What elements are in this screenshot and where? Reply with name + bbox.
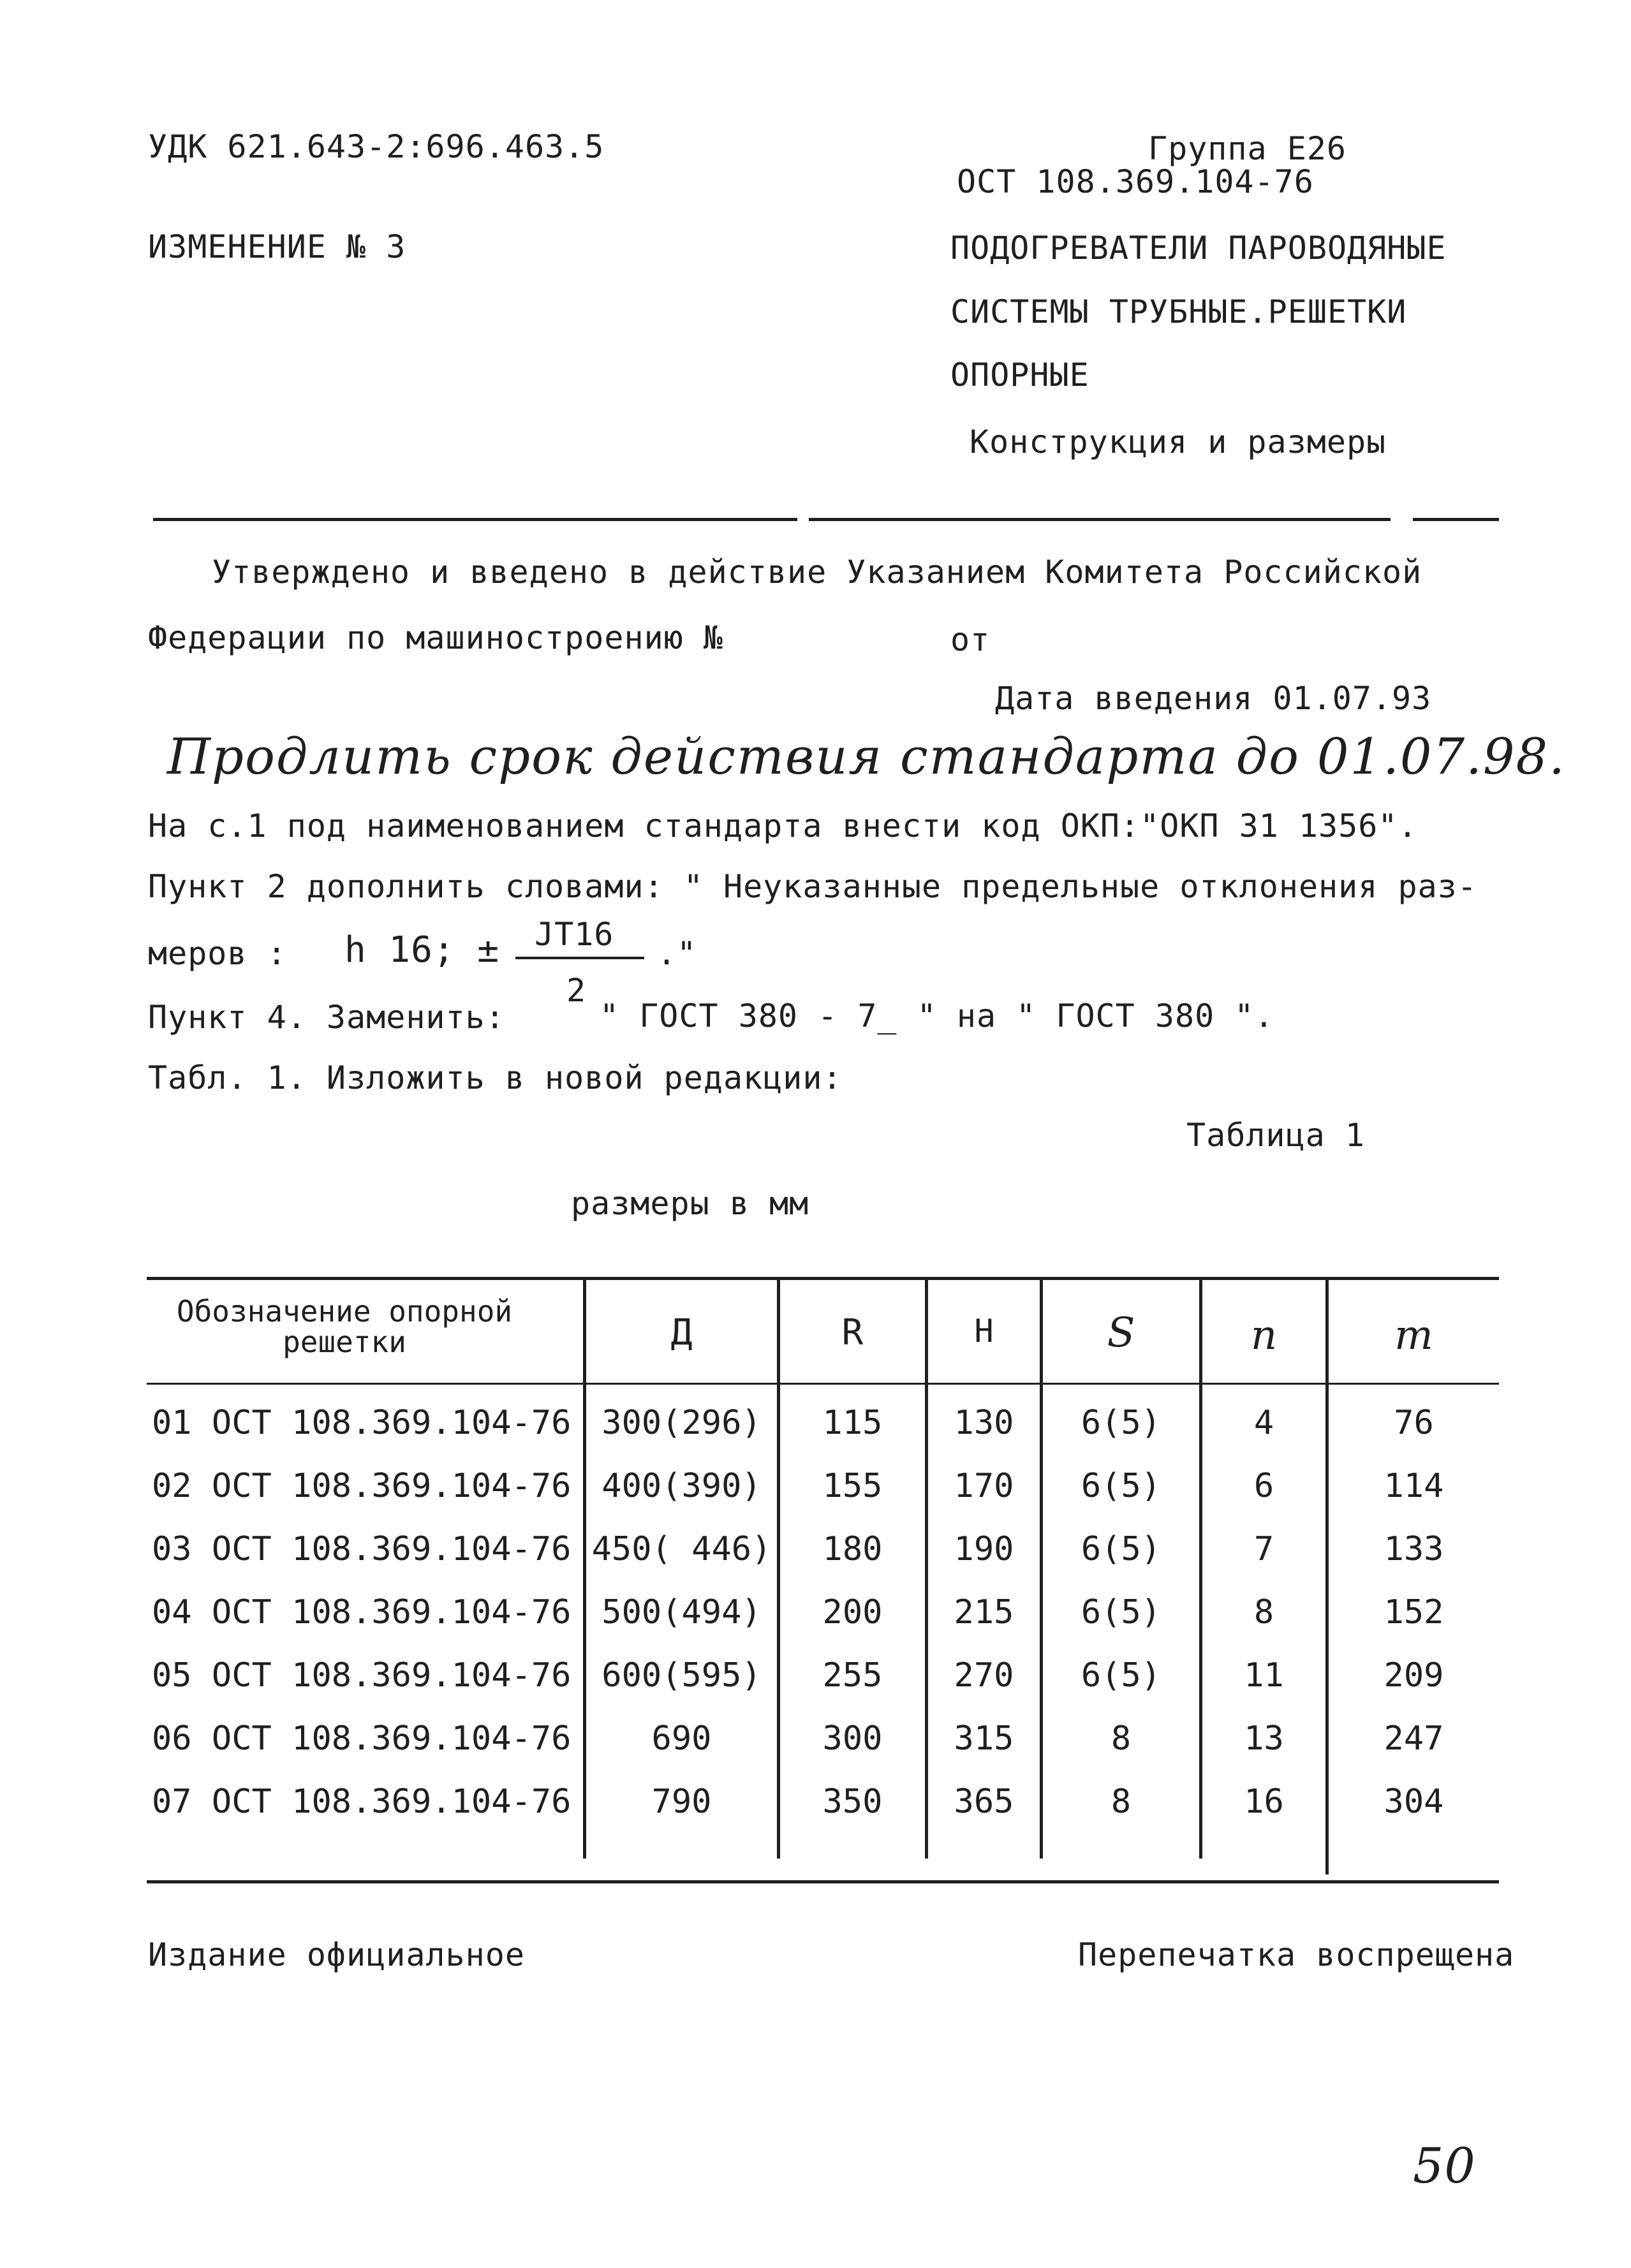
column-header-d: Д [670, 1312, 693, 1353]
subtitle: Конструкция и размеры [970, 423, 1387, 460]
units-note: размеры в мм [571, 1185, 809, 1222]
tolerance-h: h 16; ± [344, 929, 500, 971]
n-cell: 16 [1244, 1783, 1284, 1821]
title-line-2: СИСТЕМЫ ТРУБНЫЕ.РЕШЕТКИ [950, 293, 1407, 330]
d-cell: 400(390) [601, 1467, 762, 1505]
header-rule-1 [153, 518, 797, 521]
fraction-bar [515, 957, 644, 959]
paragraph-2-line-2: меров : [148, 935, 287, 972]
table-top-rule [147, 1277, 1499, 1280]
column-header-s: S [1107, 1309, 1135, 1357]
table-bottom-rule [147, 1880, 1499, 1883]
paragraph-3: Пункт 4. Заменить: [148, 999, 505, 1036]
s-cell: 6(5) [1081, 1656, 1162, 1695]
s-cell: 6(5) [1081, 1404, 1162, 1442]
standard-number: ОСТ 108.369.104-76 [957, 163, 1314, 200]
designation-cell: 02 ОСТ 108.369.104-76 [152, 1467, 572, 1505]
r-cell: 255 [822, 1656, 883, 1695]
s-cell: 6(5) [1081, 1530, 1162, 1568]
d-cell: 450( 446) [591, 1530, 772, 1568]
h-cell: 270 [954, 1656, 1014, 1695]
h-cell: 130 [954, 1404, 1014, 1442]
column-header-m: m [1394, 1312, 1433, 1359]
m-cell: 76 [1394, 1404, 1434, 1442]
r-cell: 300 [822, 1719, 883, 1758]
column-header-h: Н [974, 1313, 994, 1350]
r-cell: 155 [822, 1467, 883, 1505]
tolerance-fraction-denominator: 2 [566, 972, 587, 1009]
designation-cell: 05 ОСТ 108.369.104-76 [152, 1656, 572, 1695]
h-cell: 315 [954, 1719, 1014, 1758]
m-cell: 133 [1384, 1530, 1444, 1568]
change-number: ИЗМЕНЕНИЕ № 3 [148, 228, 406, 265]
r-cell: 350 [822, 1783, 883, 1821]
table-header-rule [147, 1383, 1499, 1385]
reprint-note: Перепечатка воспрещена [1078, 1936, 1515, 1973]
s-cell: 8 [1111, 1783, 1132, 1821]
d-cell: 300(296) [601, 1404, 762, 1442]
n-cell: 13 [1244, 1719, 1284, 1758]
paragraph-3-rest: " ГОСТ 380 - 7_ " на " ГОСТ 380 ". [600, 998, 1274, 1035]
header-rule-3 [1413, 518, 1499, 521]
table-label: Таблица 1 [1186, 1117, 1365, 1154]
r-cell: 180 [822, 1530, 883, 1568]
d-cell: 600(595) [601, 1656, 762, 1695]
handwritten-note: Продлить срок действия стандарта до 01.07.98. [167, 728, 1566, 786]
r-cell: 115 [822, 1404, 883, 1442]
table-col-divider [583, 1278, 586, 1859]
h-cell: 190 [954, 1530, 1014, 1568]
n-cell: 4 [1253, 1404, 1274, 1442]
h-cell: 365 [954, 1783, 1014, 1821]
n-cell: 8 [1253, 1593, 1274, 1631]
designation-cell: 03 ОСТ 108.369.104-76 [152, 1530, 572, 1568]
approved-line-2: Федерации по машиностроению № [148, 619, 723, 656]
designation-cell: 04 ОСТ 108.369.104-76 [152, 1593, 572, 1631]
d-cell: 790 [651, 1783, 712, 1821]
title-line-3: ОПОРНЫЕ [950, 357, 1089, 394]
m-cell: 152 [1384, 1593, 1444, 1631]
table-col-divider [777, 1278, 780, 1859]
approved-line-1: Утверждено и введено в действие Указанием Комитета Российской [212, 554, 1422, 591]
paragraph-2-line-1: Пункт 2 дополнить словами: " Неуказанные предельные отклонения раз- [148, 868, 1477, 905]
designation-cell: 06 ОСТ 108.369.104-76 [152, 1719, 572, 1758]
paragraph-1: На с.1 под наименованием стандарта внести код ОКП:"ОКП 31 1356". [148, 807, 1418, 844]
title-line-1: ПОДОГРЕВАТЕЛИ ПАРОВОДЯНЫЕ [950, 230, 1447, 267]
column-header-r: R [841, 1312, 864, 1353]
n-cell: 11 [1244, 1656, 1284, 1695]
paragraph-2-end: ." [657, 935, 697, 972]
h-cell: 215 [954, 1593, 1014, 1631]
d-cell: 500(494) [601, 1593, 762, 1631]
page-number: 50 [1413, 2137, 1476, 2194]
m-cell: 209 [1384, 1656, 1444, 1695]
h-cell: 170 [954, 1467, 1014, 1505]
m-cell: 114 [1384, 1467, 1444, 1505]
n-cell: 7 [1253, 1530, 1274, 1568]
table-col-divider [1040, 1278, 1043, 1859]
designation-cell: 01 ОСТ 108.369.104-76 [152, 1404, 572, 1442]
m-cell: 247 [1384, 1719, 1444, 1758]
designation-cell: 07 ОСТ 108.369.104-76 [152, 1783, 572, 1821]
paragraph-4: Табл. 1. Изложить в новой редакции: [148, 1059, 843, 1096]
n-cell: 6 [1253, 1467, 1274, 1505]
s-cell: 8 [1111, 1719, 1132, 1758]
table-col-divider [1199, 1278, 1202, 1859]
table-col-divider [925, 1278, 928, 1859]
edition-note: Издание официальное [148, 1936, 525, 1973]
group-code: Группа Е26 [1148, 130, 1347, 167]
udk-code: УДК 621.643-2:696.463.5 [148, 128, 605, 165]
column-header-designation: Обозначение опорной решетки [176, 1294, 513, 1360]
s-cell: 6(5) [1081, 1467, 1162, 1505]
d-cell: 690 [651, 1719, 712, 1758]
r-cell: 200 [822, 1593, 883, 1631]
approved-from: от [950, 621, 991, 658]
header-rule-2 [809, 518, 1391, 521]
m-cell: 304 [1384, 1783, 1444, 1821]
column-header-n: n [1250, 1312, 1278, 1359]
intro-date: Дата введения 01.07.93 [995, 680, 1432, 717]
s-cell: 6(5) [1081, 1593, 1162, 1631]
tolerance-fraction-numerator: JT16 [535, 916, 614, 953]
